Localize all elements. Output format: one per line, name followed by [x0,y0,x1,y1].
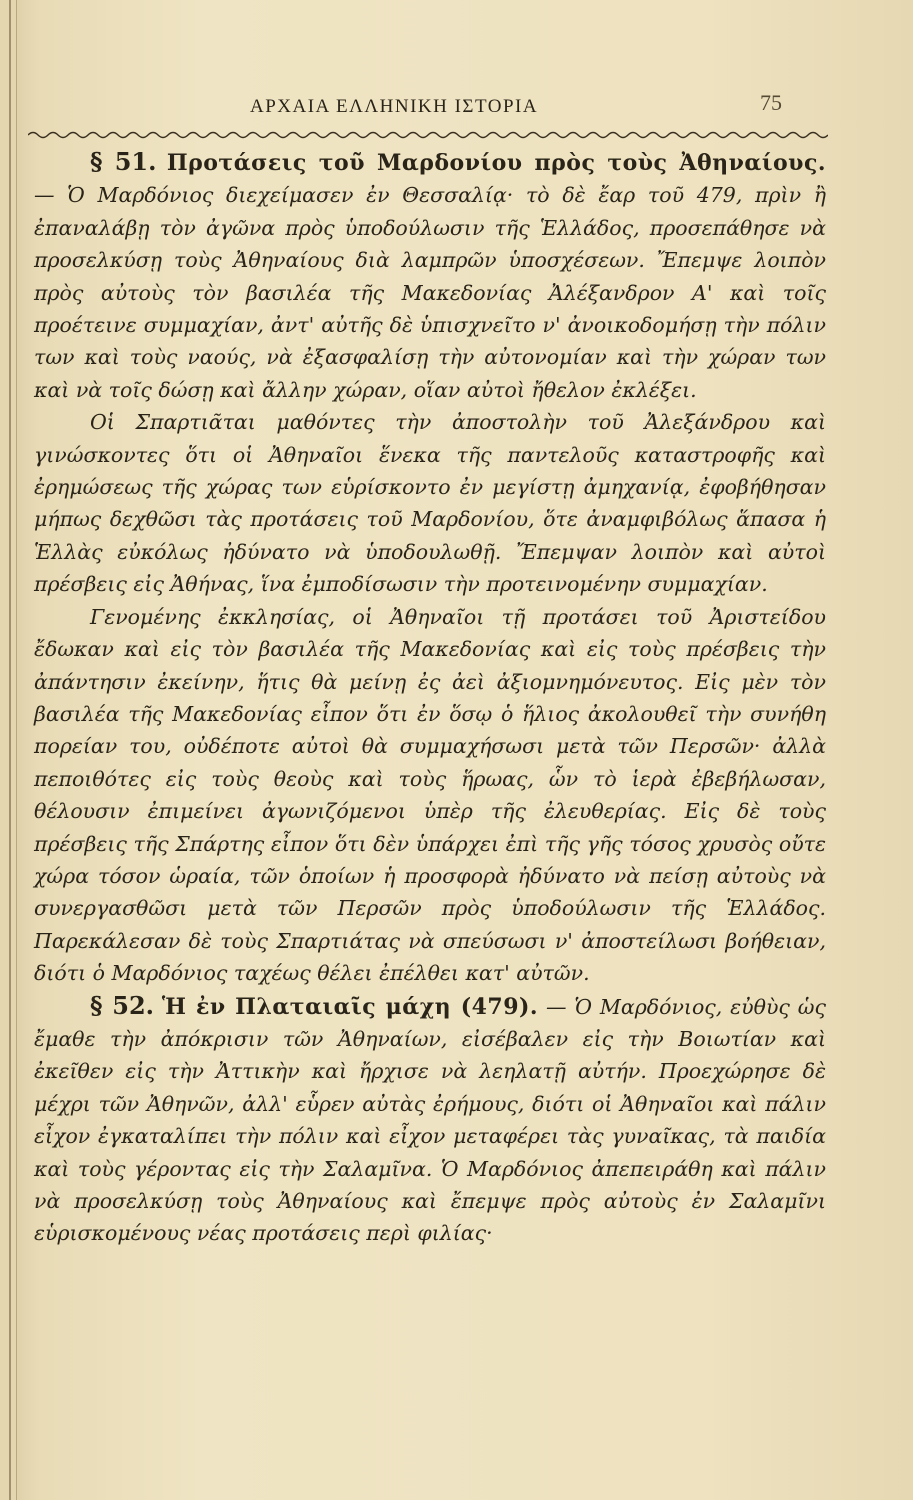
section-52-paragraph-1: Ὁ Μαρδόνιος, εὐθὺς ὡς ἔμαθε τὴν ἀπόκρισιν τῶν Ἀθηναίων, εἰσέβαλεν εἰς τὴν Βοιωτίαν καὶ ἐκεῖθεν εἰς τὴν Ἀττικὴν καὶ ἤρχισε νὰ λεηλατῇ αὐτήν. Προεχώρησε δὲ μέχρι τῶν Ἀθηνῶν, ἀλλ' εὗρεν αὐτὰς ἐρήμους, διότι οἱ Ἀθηναῖοι καὶ πάλιν εἶχον ἐγκαταλίπει τὴν πόλιν καὶ εἶχον μεταφέρει τὰς γυναῖκας, τὰ παιδία καὶ τοὺς γέροντας εἰς τὴν Σαλαμῖνα. Ὁ Μαρδόνιος ἀπεπειράθη καὶ πάλιν νὰ προσελκύσῃ τοὺς Ἀθηναίους καὶ ἔπεμψε πρὸς αὐτοὺς ἐν Σαλαμῖνι εὑρισκομένους νέας προτάσεις περὶ φιλίας· [34,994,826,1246]
section-51-paragraph-3: Γενομένης ἐκκλησίας, οἱ Ἀθηναῖοι τῇ προτάσει τοῦ Ἀριστείδου ἔδωκαν καὶ εἰς τὸν βασιλέα τῆς Μακεδονίας καὶ εἰς τοὺς πρέσβεις τὴν ἀπάντησιν ἐκείνην, ἥτις θὰ μείνῃ ἐς ἀεὶ ἀξιομνημόνευτος. Εἰς μὲν τὸν βασιλέα τῆς Μακεδονίας εἶπον ὅτι ἐν ὅσῳ ὁ ἥλιος ἀκολουθεῖ τὴν συνήθη πορείαν του, οὐδέποτε αὐτοὶ θὰ συμμαχήσωσι μετὰ τῶν Περσῶν· ἀλλὰ πεποιθότες εἰς τοὺς θεοὺς καὶ τοὺς ἥρωας, ὧν τὸ ἱερὰ ἐβεβήλωσαν, θέλουσιν ἐπιμείνει ἀγωνιζόμενοι ὑπὲρ τῆς ἐλευθερίας. Εἰς δὲ τοὺς πρέσβεις τῆς Σπάρτης εἶπον ὅτι δὲν ὑπάρχει ἐπὶ τῆς γῆς τόσος χρυσὸς οὔτε χώρα τόσον ὡραία, τῶν ὁποίων ἡ προσφορὰ ἠδύνατο νὰ πείσῃ αὐτοὺς νὰ συνεργασθῶσι μετὰ τῶν Περσῶν πρὸς ὑποδούλωσιν τῆς Ἑλλάδος. Παρεκάλεσαν δὲ τοὺς Σπαρτιάτας νὰ σπεύσωσι ν' ἀποστείλωσι βοήθειαν, διότι ὁ Μαρδόνιος ταχέως θέλει ἐπέλθει κατ' αὐτῶν. [34,604,826,986]
section-52-dash: — [538,994,575,1019]
body-text [34,146,826,1250]
section-51-dash: — [34,183,68,208]
section-51-paragraph-2: Οἱ Σπαρτιᾶται μαθόντες τὴν ἀποστολὴν τοῦ Ἀλεξάνδρου καὶ γινώσκοντες ὅτι οἱ Ἀθηναῖοι ἕνεκα τῆς παντελοῦς καταστροφῆς καὶ ἐρημώσεως τῆς χώρας των εὑρίσκοντο ἐν μεγίστῃ ἀμηχανίᾳ, ἐφοβήθησαν μήπως δεχθῶσι τὰς προτάσεις τοῦ Μαρδονίου, ὅτε ἀναμφιβόλως ἅπασα ἡ Ἑλλὰς εὐκόλως ἠδύνατο νὰ ὑποδουλωθῇ. Ἔπεμψαν λοιπὸν καὶ αὐτοὶ πρέσβεις εἰς Ἀθήνας, ἵνα ἐμποδίσωσιν τὴν προτεινομένην συμμαχίαν. [34,410,826,597]
binding-line [9,0,11,1500]
section-52-number: § 52. [90,990,155,1020]
page-number: 75 [760,90,782,115]
section-51-paragraph-1: Ὁ Μαρδόνιος διεχείμασεν ἐν Θεσσαλίᾳ· τὸ δὲ ἔαρ τοῦ 479, πρὶν ἢ ἐπαναλάβῃ τὸν ἀγῶνα πρὸς ὑποδούλωσιν τῆς Ἑλλάδος, προσεπάθησε νὰ προσελκύσῃ τοὺς Ἀθηναίους διὰ λαμπρῶν ὑποσχέσεων. Ἔπεμψε λοιπὸν πρὸς αὐτοὺς τὸν βασιλέα τῆς Μακεδονίας Ἀλέξανδρον Α' καὶ τοῖς προέτεινε συμμαχίαν, ἀντ' αὐτῆς δὲ ὑπισχνεῖτο ν' ἀνοικοδομήσῃ τὴν πόλιν των καὶ τοὺς ναούς, νὰ ἐξασφαλίσῃ τὴν αὐτονομίαν καὶ τὴν χώραν των καὶ νὰ τοῖς δώσῃ καὶ ἄλλην χώραν, οἵαν αὐτοὶ ἤθελον ἐκλέξει. [34,183,826,402]
running-header: ΑΡΧΑΙΑ ΕΛΛΗΝΙΚΗ ΙΣΤΟΡΙΑ [250,96,539,117]
section-52-heading: Ἡ ἐν Πλαταιαῖς μάχη (479). [161,993,539,1020]
section-52-intro [34,990,826,1250]
section-51-intro [34,146,826,406]
section-51-heading: Προτάσεις τοῦ Μαρδονίου πρὸς τοὺς Ἀθηναίους. [166,150,826,176]
section-51-number: § 51. [90,147,157,176]
page-binding-edge [0,0,17,1500]
header-ornamental-rule [28,128,828,142]
